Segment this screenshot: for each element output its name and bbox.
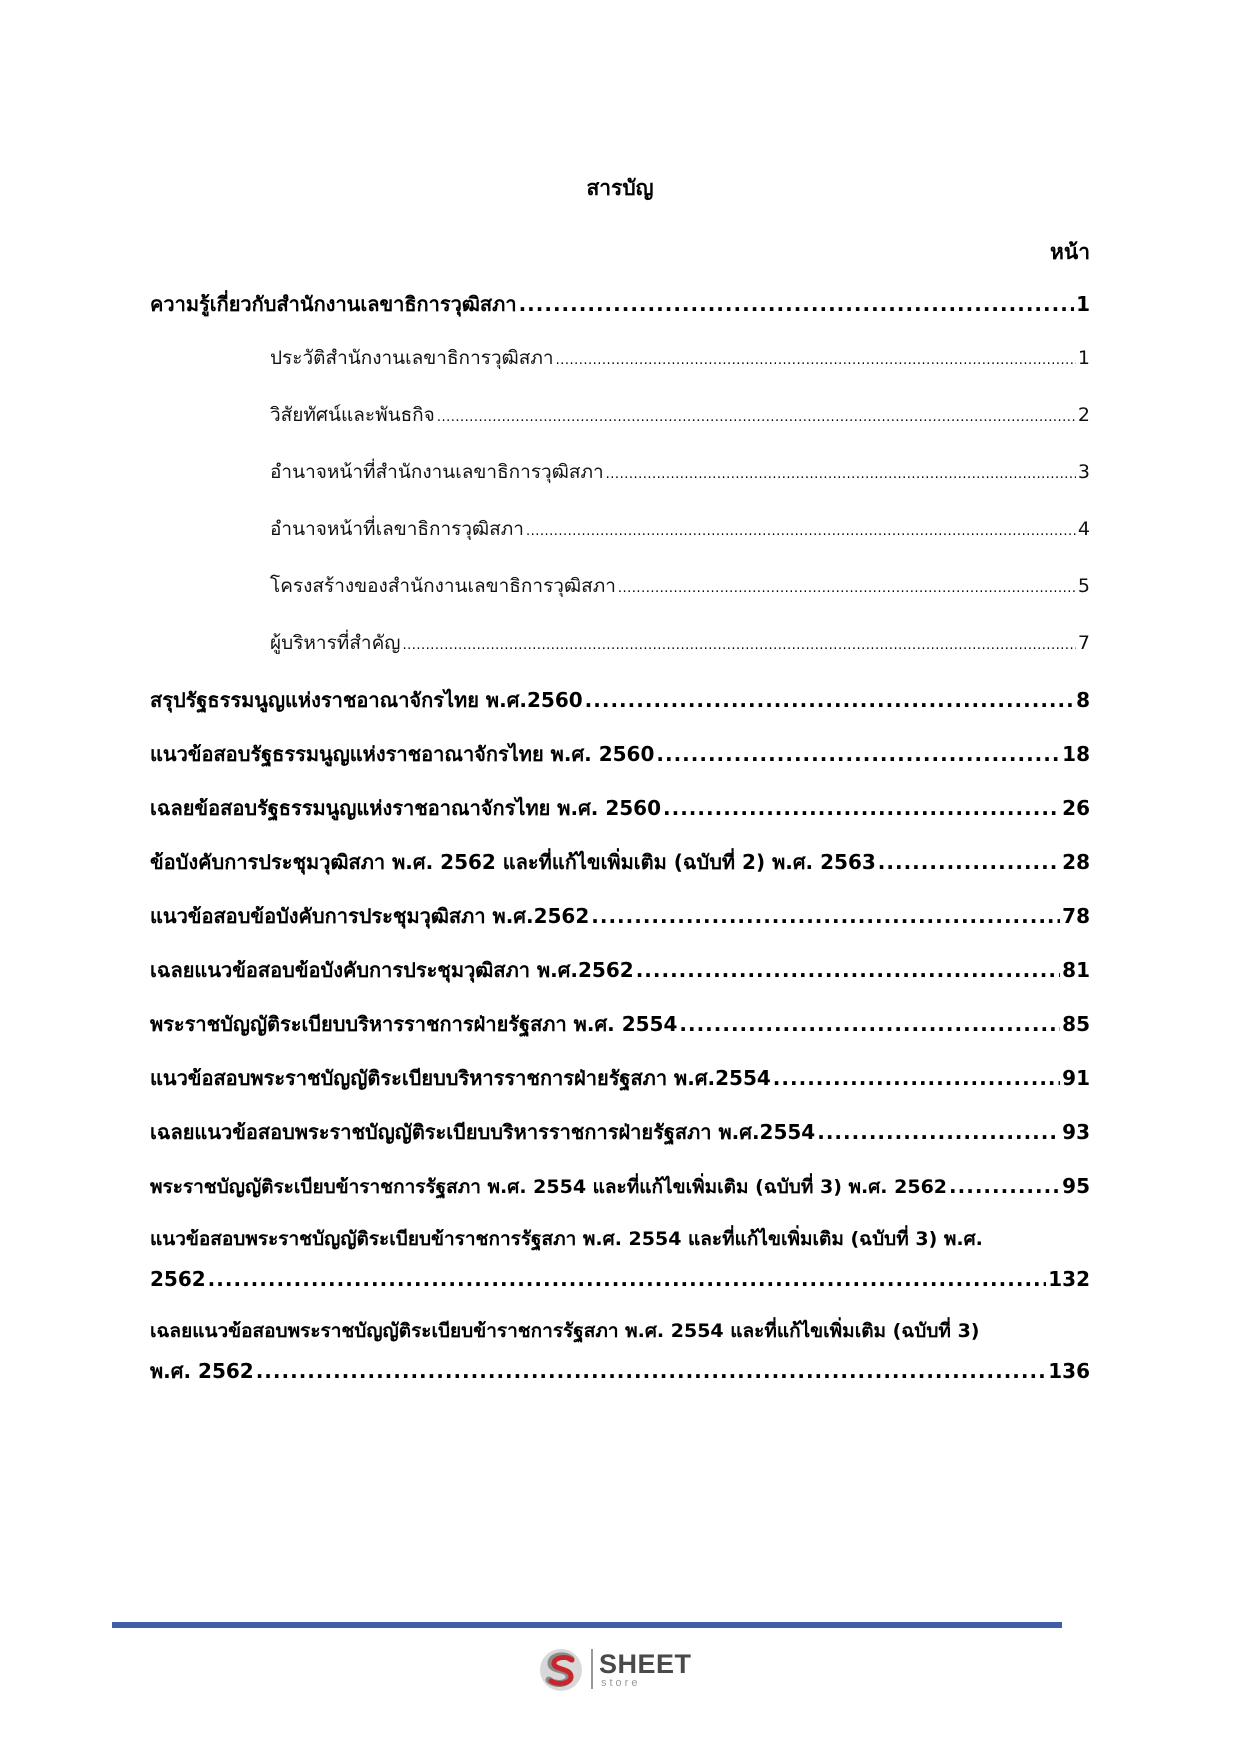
toc-entry-page: 1 <box>1076 292 1090 316</box>
toc-entry-page: 85 <box>1062 1012 1090 1036</box>
dot-leader <box>679 1010 1060 1038</box>
dot-leader <box>403 629 1076 660</box>
toc-entry[interactable] <box>150 1010 1090 1038</box>
dot-leader <box>949 1172 1060 1200</box>
footer-divider <box>112 1622 1062 1628</box>
dot-leader <box>208 1259 1047 1299</box>
toc-entry[interactable] <box>150 848 1090 876</box>
toc-entry[interactable] <box>150 1311 1090 1391</box>
toc-entry-page: 136 <box>1048 1359 1090 1383</box>
toc-entry-text: ความรู้เกี่ยวกับสำนักงานเลขาธิการวุฒิสภา <box>150 292 517 316</box>
dot-leader <box>585 686 1074 714</box>
logo-divider <box>591 1649 593 1689</box>
toc-entry-page: 4 <box>1077 518 1090 540</box>
toc-entry-text-line1: แนวข้อสอบพระราชบัญญัติระเบียบข้าราชการรัฐสภา พ.ศ. 2554 และที่แก้ไขเพิ่มเติม (ฉบับที่ 3) พ.ศ. <box>150 1228 983 1250</box>
toc-entry-text: พระราชบัญญัติระเบียบข้าราชการรัฐสภา พ.ศ. 2554 และที่แก้ไขเพิ่มเติม (ฉบับที่ 3) พ.ศ. 2562 <box>150 1176 948 1198</box>
toc-entry-text: ข้อบังคับการประชุมวุฒิสภา พ.ศ. 2562 และที่แก้ไขเพิ่มเติม (ฉบับที่ 2) พ.ศ. 2563 <box>150 850 876 874</box>
toc-entry-text: ประวัติสำนักงานเลขาธิการวุฒิสภา <box>270 347 554 369</box>
toc-entry-text-line2: พ.ศ. 2562 <box>150 1359 254 1383</box>
toc-entry-text: อำนาจหน้าที่สำนักงานเลขาธิการวุฒิสภา <box>270 461 604 483</box>
toc-entry-text: แนวข้อสอบข้อบังคับการประชุมวุฒิสภา พ.ศ.2562 <box>150 904 590 928</box>
dot-leader <box>618 572 1076 603</box>
dot-leader <box>437 401 1076 432</box>
dot-leader <box>556 344 1076 375</box>
toc-entry-page: 1 <box>1077 347 1090 369</box>
dot-leader <box>636 956 1060 984</box>
dot-leader <box>256 1351 1047 1391</box>
toc-entry-text-line1: เฉลยแนวข้อสอบพระราชบัญญัติระเบียบข้าราชการรัฐสภา พ.ศ. 2554 และที่แก้ไขเพิ่มเติม (ฉบับที่ 3) <box>150 1320 980 1342</box>
toc-entry-page: 93 <box>1062 1120 1090 1144</box>
toc-entry-page: 8 <box>1076 688 1090 712</box>
toc-entry-page: 81 <box>1062 958 1090 982</box>
toc-subentry[interactable] <box>270 572 1090 603</box>
toc-entry[interactable] <box>150 1219 1090 1299</box>
dot-leader <box>526 515 1076 546</box>
toc-entry[interactable] <box>150 1118 1090 1146</box>
toc-entry[interactable] <box>150 902 1090 930</box>
toc-subentry[interactable] <box>270 401 1090 432</box>
dot-leader <box>773 1064 1060 1092</box>
toc-entry[interactable] <box>150 686 1090 714</box>
toc-entry-page: 132 <box>1048 1267 1090 1291</box>
sheet-store-logo <box>538 1645 708 1695</box>
logo-brand-text: SHEET <box>599 1649 692 1679</box>
page-column-header: หน้า <box>1050 240 1090 264</box>
toc-entry-text: แนวข้อสอบรัฐธรรมนูญแห่งราชอาณาจักรไทย พ.ศ. 2560 <box>150 742 655 766</box>
dot-leader <box>606 458 1076 489</box>
toc-entry-page: 18 <box>1062 742 1090 766</box>
toc-entry-text: แนวข้อสอบพระราชบัญญัติระเบียบบริหารราชการฝ่ายรัฐสภา พ.ศ.2554 <box>150 1066 771 1090</box>
dot-leader <box>878 848 1060 876</box>
toc-subentry[interactable] <box>270 629 1090 660</box>
toc-entry[interactable] <box>150 740 1090 768</box>
toc-subentry[interactable] <box>270 458 1090 489</box>
toc-entry-text: เฉลยแนวข้อสอบข้อบังคับการประชุมวุฒิสภา พ.ศ.2562 <box>150 958 634 982</box>
toc-entry-text: โครงสร้างของสำนักงานเลขาธิการวุฒิสภา <box>270 575 616 597</box>
toc-entry-page: 26 <box>1062 796 1090 820</box>
dot-leader <box>591 902 1060 930</box>
page-title: สารบัญ <box>586 176 654 200</box>
toc-entry-text: วิสัยทัศน์และพันธกิจ <box>270 404 435 426</box>
toc-entry-text: ผู้บริหารที่สำคัญ <box>270 632 401 654</box>
toc-entry-text-line2: 2562 <box>150 1267 206 1291</box>
toc-entry-page: 78 <box>1062 904 1090 928</box>
toc-entry-text: อำนาจหน้าที่เลขาธิการวุฒิสภา <box>270 518 524 540</box>
dot-leader <box>519 290 1075 318</box>
toc-entry-page: 28 <box>1062 850 1090 874</box>
toc-entry[interactable] <box>150 794 1090 822</box>
toc-entry[interactable] <box>150 1172 1090 1201</box>
logo-sub-text: store <box>601 1677 641 1689</box>
toc-entry-text: พระราชบัญญัติระเบียบบริหารราชการฝ่ายรัฐสภา พ.ศ. 2554 <box>150 1012 678 1036</box>
dot-leader <box>817 1118 1060 1146</box>
toc-entry[interactable] <box>150 290 1090 318</box>
toc-entry-page: 91 <box>1062 1066 1090 1090</box>
toc-entry-page: 95 <box>1062 1174 1090 1198</box>
table-of-contents <box>150 290 1090 1391</box>
toc-subentry[interactable] <box>270 515 1090 546</box>
toc-entry-page: 2 <box>1077 404 1090 426</box>
toc-entry[interactable] <box>150 1064 1090 1092</box>
toc-entry-text: เฉลยข้อสอบรัฐธรรมนูญแห่งราชอาณาจักรไทย พ.ศ. 2560 <box>150 796 662 820</box>
dot-leader <box>663 794 1060 822</box>
toc-entry-text: เฉลยแนวข้อสอบพระราชบัญญัติระเบียบบริหารราชการฝ่ายรัฐสภา พ.ศ.2554 <box>150 1120 816 1144</box>
sheet-store-s-logo-icon <box>538 1647 584 1693</box>
toc-subentry[interactable] <box>270 344 1090 375</box>
toc-entry-page: 7 <box>1077 632 1090 654</box>
toc-entry-page: 5 <box>1077 575 1090 597</box>
dot-leader <box>656 740 1060 768</box>
toc-entry-page: 3 <box>1077 461 1090 483</box>
toc-entry-text: สรุปรัฐธรรมนูญแห่งราชอาณาจักรไทย พ.ศ.2560 <box>150 688 583 712</box>
toc-entry[interactable] <box>150 956 1090 984</box>
